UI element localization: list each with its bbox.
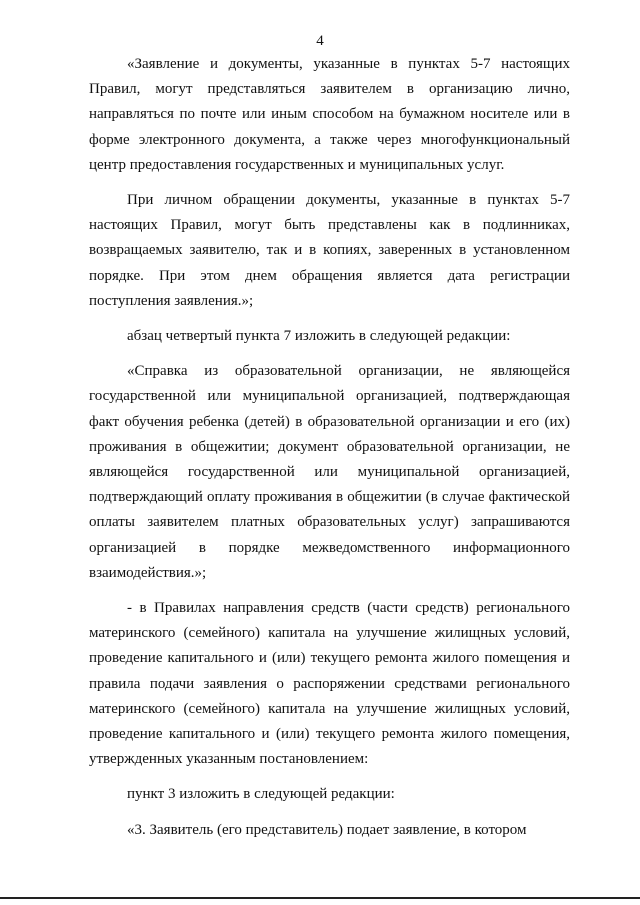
paragraph-amendment-point-7: абзац четвертый пункта 7 изложить в следующей редакции:	[127, 328, 511, 345]
bottom-border-line	[0, 897, 640, 899]
paragraph-certificate: «Справка из образовательной организации, не являющейся государственной или муниципальной организацией, подтверждающая факт обучения ребенка (детей) в образовательной организации и его (их) проживания в общежитии; документ образовательной организации, не являющейся государственной или муниципальной организацией, подтверждающий оплату проживания в общежитии (в случае фактической оплаты заявителем платных образовательных услуг) запрашиваются организацией в порядке межведомственного информационного взаимодействия.»;	[89, 363, 570, 581]
paragraph-rules-capital: - в Правилах направления средств (части средств) регионального материнского (семейного) капитала на улучшение жилищных условий, проведение капитального и (или) текущего ремонта жилого помещения и правила подачи заявления о распоряжении средствами регионального материнского (семейного) капитала на улучшение жилищных условий, проведение капитального и (или) текущего ремонта жилого помещения, утвержденных указанным постановлением:	[89, 600, 570, 768]
paragraph-applicant: «3. Заявитель (его представитель) подает заявление, в котором	[127, 821, 527, 838]
paragraph-amendment-point-3: пункт 3 изложить в следующей редакции:	[127, 786, 395, 803]
document-body	[89, 52, 570, 843]
page-number: 4	[316, 33, 324, 49]
paragraph-personal-visit: При личном обращении документы, указанные в пунктах 5-7 настоящих Правил, могут быть представлены как в подлинниках, возвращаемых заявителю, так и в копиях, заверенных в установленном порядке. При этом днем обращения является дата регистрации поступления заявления.»;	[89, 192, 570, 309]
paragraph-application-submission: «Заявление и документы, указанные в пунктах 5-7 настоящих Правил, могут представляться заявителем в организацию лично, направляться по почте или иным способом на бумажном носителе или в форме электронного документа, а также через многофункциональный центр предоставления государственных и муниципальных услуг.	[89, 56, 570, 173]
